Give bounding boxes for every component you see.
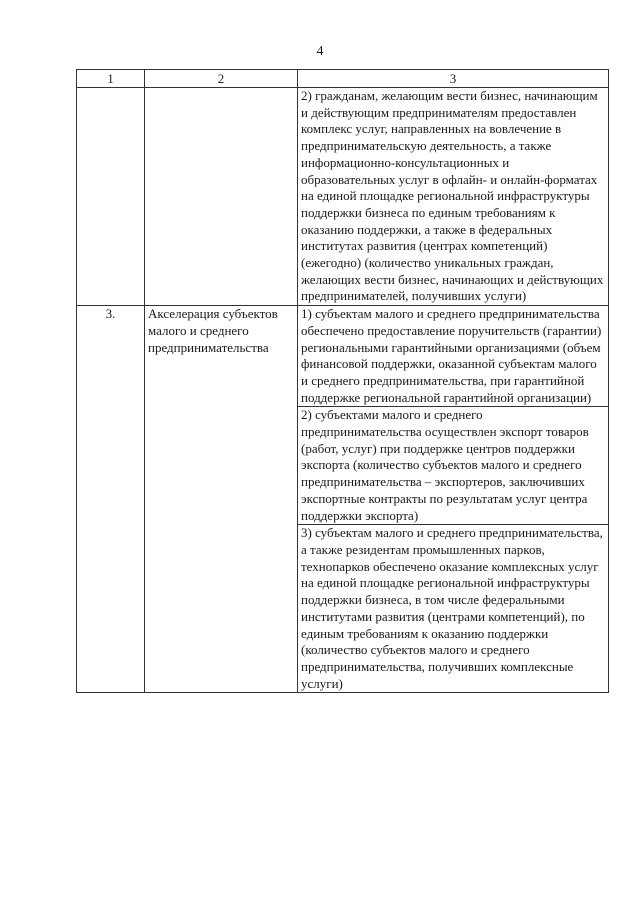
section-name: Акселерация субъектов малого и среднего предпринимательства (145, 306, 298, 693)
empty-name-cell (145, 88, 298, 306)
column-header-2: 2 (145, 70, 298, 88)
table-row (77, 306, 609, 407)
section-number: 3. (77, 306, 145, 693)
table-row (77, 88, 609, 306)
column-header-1: 1 (77, 70, 145, 88)
result-cell-2: 2) субъектами малого и среднего предпринимательства осуществлен экспорт товаров (работ, услуг) при поддержке центров поддержки экспорта (количество субъектов малого и среднего предпринимательства – экспортеров, заключивших экспортные контракты по результатам услуг центра поддержки экспорта) (298, 407, 609, 525)
table-header-row (77, 70, 609, 88)
results-table (76, 69, 609, 693)
result-cell-3: 3) субъектам малого и среднего предпринимательства, а также резидентам промышленных парков, технопарков обеспечено оказание комплексных услуг на единой площадке региональной инфраструктуры поддержки бизнеса, в том числе федеральными институтами развития (центрами компетенций), по единым требованиям к оказанию поддержки (количество субъектов малого и среднего предпринимательства, получивших комплексные услуги) (298, 525, 609, 693)
continuation-result-cell: 2) гражданам, желающим вести бизнес, начинающим и действующим предпринимателям предоставлен комплекс услуг, направленных на вовлечение в предпринимательскую деятельность, а также информационно-консультационных и образовательных услуг в офлайн- и онлайн-форматах на единой площадке региональной инфраструктуры поддержки бизнеса по единым требованиям к оказанию поддержки, а также в федеральных институтах развития (центрах компетенций) (ежегодно) (количество уникальных граждан, желающих вести бизнес, начинающих и действующих предпринимателей, получивших услуги) (298, 88, 609, 306)
empty-number-cell (77, 88, 145, 306)
column-header-3: 3 (298, 70, 609, 88)
page-number: 4 (316, 44, 324, 59)
result-cell-1: 1) субъектам малого и среднего предпринимательства обеспечено предоставление поручительств (гарантии) региональными гарантийными организациями (объем финансовой поддержки, оказанной субъектам малого и среднего предпринимательства, при гарантийной поддержке региональной гарантийной организации) (298, 306, 609, 407)
